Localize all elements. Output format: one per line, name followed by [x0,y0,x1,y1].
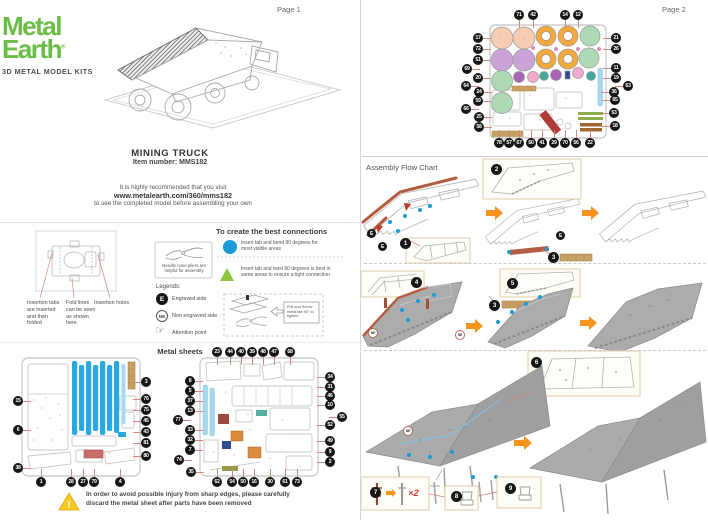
badge-leader-line [542,130,543,138]
badge-leader-line [519,20,520,28]
registered-mark: ® [60,44,66,51]
page2-label: Page 2 [662,5,686,14]
badge-leader-line [270,469,271,477]
badge-leader-line [531,130,532,138]
svg-text:!: ! [67,500,71,511]
badge-leader-line [195,401,203,402]
badge-leader-line [274,357,275,365]
logo-word-metal: Metal [2,11,61,41]
recommendation-line1: It is highly recommended that you visit [119,184,227,191]
model-title: MINING TRUCK [131,148,209,159]
badge-leader-line [317,452,325,453]
part-number-badge: 19 [611,73,621,83]
recommendation-text [48,184,298,208]
part-number-badge: 80 [141,451,151,461]
step-badge-3: 3 [548,252,559,263]
part-number-badge: 34 [325,372,335,382]
badge-leader-line [317,441,325,442]
badge-leader-line [483,38,491,39]
legend-engraved-badge: E [156,293,168,305]
badge-leader-line [243,469,244,477]
part-number-badge: 8 [185,376,195,386]
part-number-badge: 54 [227,477,237,487]
badge-leader-line [41,469,42,477]
part-number-badge: 24 [474,87,484,97]
badge-leader-line [483,78,491,79]
part-number-badge: 43 [141,427,151,437]
part-number-badge: 13 [185,406,195,416]
metal-earth-logo [2,11,93,76]
page1-rule-mid [0,342,359,343]
badge-leader-line [602,100,610,101]
step-badge-3b: 3 [489,300,500,311]
badge-leader-line [195,391,203,392]
part-number-badge: 25 [474,112,484,122]
part-number-badge: 5 [185,386,195,396]
part-number-badge: 75 [141,405,151,415]
badge-leader-line [195,411,203,412]
part-number-badge: 64 [461,81,471,91]
badge-leader-line [317,396,325,397]
legends-title: Legends: [156,284,181,290]
warning-text [86,490,346,508]
badge-leader-line [120,469,121,477]
logo-tagline: 3D METAL MODEL KITS [2,66,93,76]
engraved-badge: E [367,229,376,238]
step-badge-2: 2 [491,164,502,175]
part-number-badge: 77 [173,415,183,425]
badge-leader-line [183,420,191,421]
badge-leader-line [603,68,611,69]
part-number-badge: 40 [236,347,246,357]
badge-leader-line [133,399,141,400]
recommendation-line2: to see the completed model before assembling your own [94,200,252,207]
badge-leader-line [483,49,491,50]
part-number-badge: 56 [571,138,581,148]
badge-leader-line [317,377,325,378]
non-engraved-badge: NE [455,330,465,340]
connections-tip: Pull and Screw metal tab 90° to tighten [287,305,314,319]
warning-line2: discard the metal sheet after parts have been removed [86,500,252,507]
badge-leader-line [519,130,520,138]
badge-leader-line [602,126,610,127]
page1-label: Page 1 [277,5,301,14]
connections-title: To create the best connections [216,227,328,236]
part-number-badge: 37 [185,396,195,406]
non-engraved-badge: NE [403,426,413,436]
badge-leader-line [484,127,492,128]
badge-leader-line [297,469,298,477]
times-two-label: ×2 [408,488,419,499]
part-number-badge: 16 [249,477,259,487]
page1-rule-top [0,222,359,223]
badge-leader-line [217,469,218,477]
part-number-badge: 28 [66,477,76,487]
badge-leader-line [483,60,491,61]
badge-leader-line [285,469,286,477]
badge-leader-line [133,421,141,422]
part-number-badge: 31 [325,382,335,392]
part-number-badge: 65 [610,95,620,105]
step-badge-1: 1 [400,238,411,249]
part-number-badge: 42 [528,10,538,20]
part-number-badge: 21 [611,33,621,43]
page2-rule-top [362,156,708,157]
part-number-badge: 32 [185,435,195,445]
engraved-badge: E [556,231,565,240]
part-number-badge: 6 [13,425,23,435]
part-number-badge: 57 [504,138,514,148]
part-number-badge: 15 [13,396,23,406]
part-number-badge: 60 [526,138,536,148]
logo-word-earth: Earth® [2,34,66,65]
part-number-badge: 12 [573,10,583,20]
badge-leader-line [483,101,491,102]
badge-leader-line [565,130,566,138]
badge-leader-line [499,130,500,138]
step-badge-5: 5 [507,278,518,289]
part-number-badge: 50 [238,477,248,487]
part-number-badge: 45 [141,416,151,426]
badge-leader-line [133,456,141,457]
part-number-badge: 3 [141,377,151,387]
fold-label-tabs: Insertion tabs are inserted and then folded [27,300,60,327]
badge-leader-line [133,432,141,433]
part-number-badge: 78 [494,138,504,148]
page2-rule-dash1 [364,263,706,264]
badge-leader-line [94,469,95,477]
part-number-badge: 71 [514,10,524,20]
part-number-badge: 47 [269,347,279,357]
part-number-badge: 72 [473,44,483,54]
badge-leader-line [590,130,591,138]
badge-leader-line [195,450,203,451]
part-number-badge: 59 [473,96,483,106]
badge-leader-line [317,405,325,406]
part-number-badge: 63 [623,81,633,91]
badge-leader-line [230,357,231,365]
legend-engraved-label: Engraved side [172,296,207,302]
engraved-badge: E [378,242,387,251]
badge-leader-line [554,130,555,138]
part-number-badge: 11 [611,63,621,73]
badge-leader-line [83,469,84,477]
part-number-badge: 22 [585,138,595,148]
part-number-badge: 2 [325,457,335,467]
part-number-badge: 26 [611,44,621,54]
badge-leader-line [578,20,579,28]
pliers-note: Needle nose pliers are helpful for assembly [162,263,206,274]
badge-leader-line [601,92,609,93]
step-badge-6: 6 [531,357,542,368]
part-number-badge: 27 [78,477,88,487]
page2-rule-dash2 [364,350,706,351]
badge-leader-line [471,109,479,110]
part-number-badge: 17 [473,33,483,43]
badge-leader-line [576,130,577,138]
part-number-badge: 18 [610,121,620,131]
badge-leader-line [133,382,141,383]
part-number-badge: 9 [325,447,335,457]
part-number-badge: 10 [325,400,335,410]
step-badge-9: 9 [505,483,516,494]
badge-leader-line [184,460,192,461]
part-number-badge: 68 [285,347,295,357]
attention-hand-icon: ☞ [155,325,165,337]
badge-leader-line [484,92,492,93]
part-number-badge: 35 [186,467,196,477]
badge-leader-line [263,357,264,365]
part-number-badge: 1 [36,477,46,487]
part-number-badge: 49 [325,436,335,446]
part-number-badge: 20 [473,73,483,83]
badge-leader-line [217,357,218,365]
part-number-badge: 66 [461,104,471,114]
connections-rule-twist: Insert tab and twist 90 degrees is best in some areas to ensure a tight connection [241,266,331,279]
part-number-badge: 39 [247,347,257,357]
item-number: Item number: MMS182 [132,159,208,166]
badge-leader-line [484,117,492,118]
part-number-badge: 69 [462,64,472,74]
step-badge-4: 4 [411,277,422,288]
part-number-badge: 51 [473,55,483,65]
badge-leader-line [254,469,255,477]
badge-leader-line [195,381,203,382]
part-number-badge: 48 [258,347,268,357]
part-number-badge: 44 [225,347,235,357]
badge-leader-line [533,20,534,28]
warning-line1: In order to avoid possible injury from sharp edges, please carefully [86,491,290,498]
part-number-badge: 53 [609,108,619,118]
part-number-badge: 76 [141,394,151,404]
badge-leader-line [509,130,510,138]
part-number-badge: 46 [325,391,335,401]
badge-leader-line [195,440,203,441]
part-number-badge: 70 [560,138,570,148]
part-number-badge: 41 [537,138,547,148]
part-number-badge: 52 [325,420,335,430]
recommendation-url: www.metalearth.com/360/mms182 [113,191,233,200]
flow-chart-title: Assembly Flow Chart [366,163,438,172]
badge-leader-line [317,462,325,463]
badge-leader-line [472,69,480,70]
badge-leader-line [565,20,566,28]
badge-leader-line [71,469,72,477]
part-number-badge: 4 [115,477,125,487]
part-number-badge: 33 [185,425,195,435]
badge-leader-line [290,357,291,365]
badge-leader-line [241,357,242,365]
legend-attention-label: Attention point [172,330,207,336]
connections-rule-bend: Insert tab and bend 90 degrees for most visible areas [241,240,318,253]
badge-leader-line [23,401,31,402]
part-number-badge: 38 [13,463,23,473]
badge-leader-line [133,443,141,444]
badge-leader-line [603,78,611,79]
part-number-badge: 7 [185,445,195,455]
badge-leader-line [317,387,325,388]
badge-leader-line [232,469,233,477]
badge-leader-line [329,417,337,418]
part-number-badge: 55 [337,412,347,422]
fold-label-holes: Insertion holes [94,300,130,306]
badge-leader-line [23,430,31,431]
part-number-badge: 62 [212,477,222,487]
step-badge-7: 7 [370,487,381,498]
part-number-badge: 79 [89,477,99,487]
badge-leader-line [133,410,141,411]
legend-nonengraved-label: Non engraved side [172,313,218,319]
badge-leader-line [196,472,204,473]
metal-sheets-title: Metal sheets [157,347,203,356]
part-number-badge: 67 [514,138,524,148]
non-engraved-badge: NE [368,328,378,338]
legend-nonengraved-badge: NE [156,310,168,322]
badge-leader-line [23,468,31,469]
part-number-badge: 58 [474,122,484,132]
step-badge-8: 8 [451,491,462,502]
part-number-badge: 29 [549,138,559,148]
part-number-badge: 14 [560,10,570,20]
part-number-badge: 74 [174,455,184,465]
part-number-badge: 73 [292,477,302,487]
badge-leader-line [603,38,611,39]
badge-leader-line [615,86,623,87]
badge-leader-line [195,430,203,431]
badge-leader-line [317,425,325,426]
badge-leader-line [603,49,611,50]
badge-leader-line [252,357,253,365]
part-number-badge: 81 [141,438,151,448]
part-number-badge: 23 [212,347,222,357]
part-number-badge: 30 [265,477,275,487]
part-number-badge: 36 [609,87,619,97]
page-divider [360,0,361,520]
fold-label-lines: Fold lines can be seen as shown here [66,300,96,327]
part-number-badge: 61 [280,477,290,487]
badge-leader-line [601,113,609,114]
